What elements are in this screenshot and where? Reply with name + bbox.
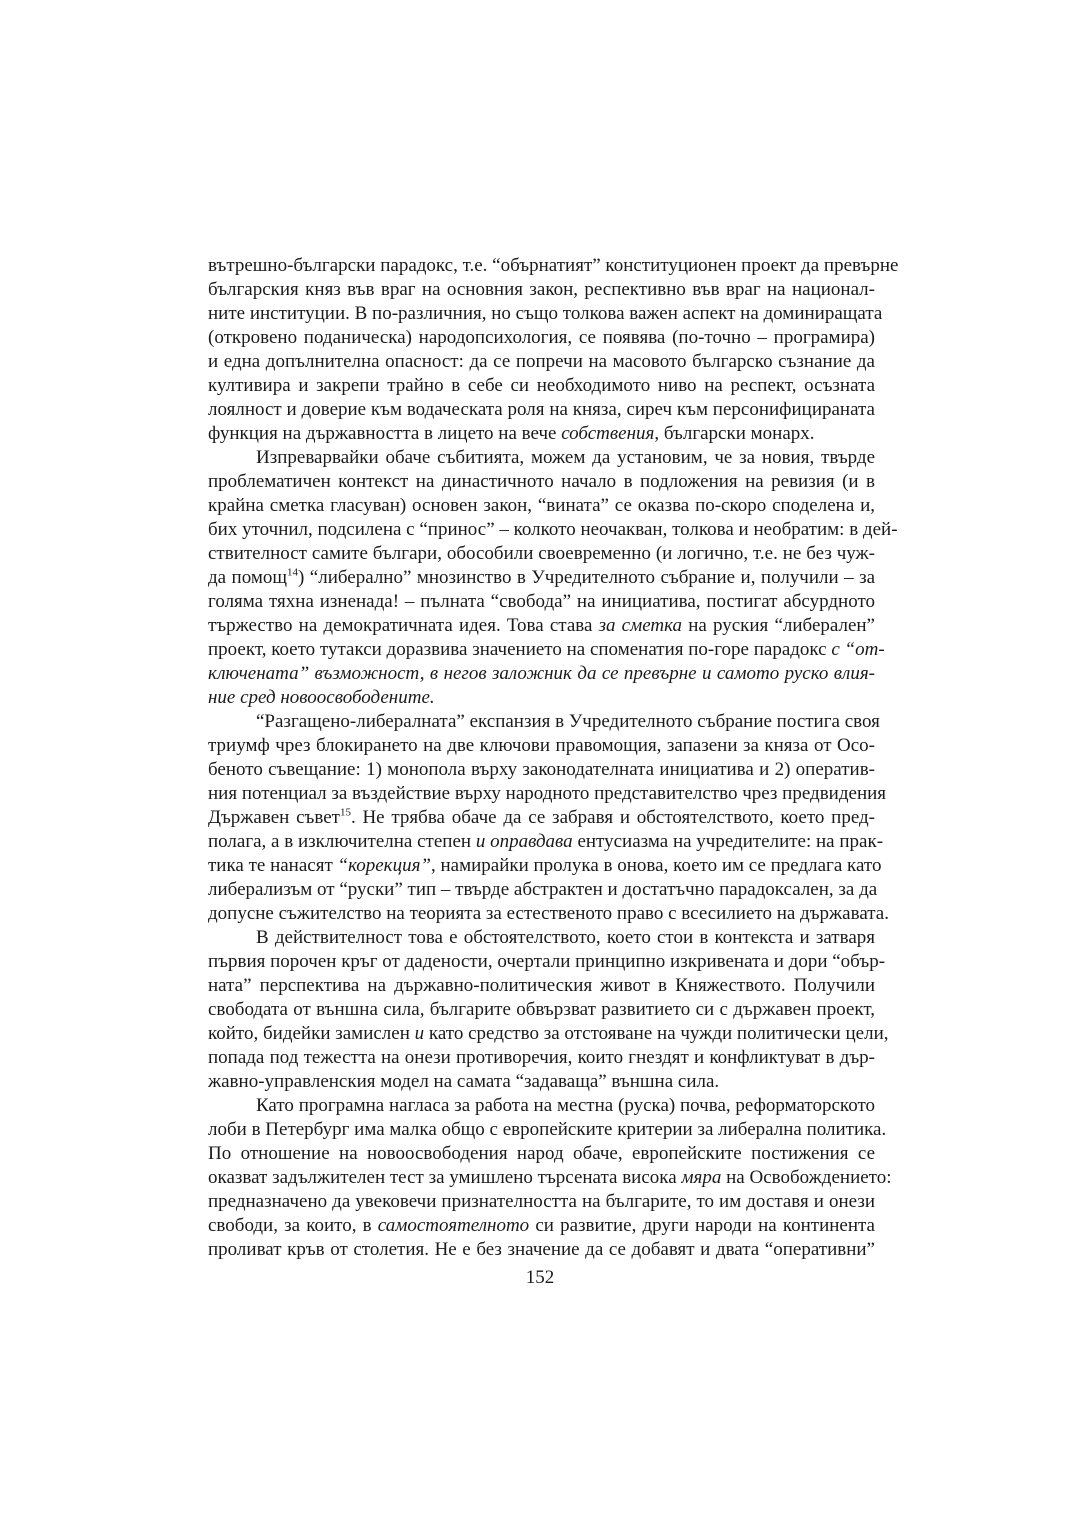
text-segment: предназначено да увековечи признателността на българите, то им доставя и онези xyxy=(208,1191,875,1212)
text-line xyxy=(208,1190,875,1214)
text-segment: ните институции. В по-различния, но също толкова важен аспект на доминиращата xyxy=(208,303,883,324)
text-segment: култивира и закрепи трайно в себе си необходимото ниво на респект, осъзната xyxy=(208,375,875,396)
text-line xyxy=(208,350,875,374)
text-line xyxy=(208,494,875,518)
text-line xyxy=(208,1214,875,1238)
text-segment: като средство за отстояване на чужди политически цели, xyxy=(424,1023,889,1044)
text-segment: , намирайки пролука в онова, което им се предлага като xyxy=(430,855,882,876)
text-line xyxy=(208,638,885,662)
text-segment: . Не трябва обаче да се забравя и обстоятелството, което пред- xyxy=(350,807,875,828)
text-line xyxy=(208,1094,875,1118)
emphasis-text: “корекция” xyxy=(337,855,431,876)
text-segment: Изпреварвайки обаче събитията, можем да установим, че за новия, твърде xyxy=(256,447,875,468)
text-segment: който, бидейки замислен xyxy=(208,1023,415,1044)
text-line xyxy=(208,974,875,998)
text-line xyxy=(208,1166,892,1190)
text-segment: свободата от външна сила, българите обвързват развитието си с държавен проект, xyxy=(208,999,875,1020)
text-segment: лоби в Петербург има малка общо с европейските критерии за либерална политика. xyxy=(208,1119,887,1140)
text-segment: функция на държавността в лицето на вече xyxy=(208,423,562,444)
text-segment: тържество на демократичната идея. Това става xyxy=(208,615,599,636)
text-segment: либерализъм от “руски” тип – твърде абстрактен и достатъчно парадоксален, за да xyxy=(208,879,878,900)
emphasis-text: за сметка xyxy=(598,615,683,636)
text-line xyxy=(208,758,875,782)
text-line xyxy=(208,1142,875,1166)
text-segment: В действителност това е обстоятелството, което стои в контекста и затваря xyxy=(256,927,875,948)
emphasis-text: и оправдава xyxy=(475,831,573,852)
text-segment: проект, което тутакси доразвива значението на споменатия по-горе парадокс xyxy=(208,639,832,660)
text-segment: да помощ xyxy=(208,567,288,588)
text-line xyxy=(208,854,882,878)
text-line xyxy=(208,398,875,422)
text-line xyxy=(208,734,875,758)
text-segment: на Освобождението: xyxy=(721,1167,892,1188)
emphasis-text: мяра xyxy=(681,1167,722,1188)
text-segment: на руския “либерален” xyxy=(682,615,875,636)
text-line xyxy=(208,614,875,638)
text-segment: оказват задължителен тест за умишлено търсената висока xyxy=(208,1167,682,1188)
text-line xyxy=(208,518,898,542)
text-line xyxy=(208,566,875,590)
text-segment: , български монарх. xyxy=(654,423,815,444)
text-line xyxy=(208,926,875,950)
text-segment: “Разгащено-либералната” експанзия в Учредителното събрание постига своя xyxy=(256,711,880,732)
text-segment: По отношение на новоосвободения народ обаче, европейските постижения се xyxy=(208,1143,875,1164)
text-segment: ната” перспектива на държавно-политическия живот в Княжеството. Получили xyxy=(208,975,875,996)
body-text xyxy=(208,254,899,1262)
text-line xyxy=(208,710,880,734)
emphasis-text: собствения xyxy=(561,423,655,444)
text-line xyxy=(208,326,875,350)
text-segment: Държавен съвет xyxy=(208,807,340,828)
text-line xyxy=(208,1238,875,1262)
text-segment: първия порочен кръг от дадености, очертали принципно изкривената и дори “обър- xyxy=(208,951,886,972)
text-line xyxy=(208,950,886,974)
text-segment: проблематичен контекст на династичното начало в подложения на ревизия (и в xyxy=(208,471,875,492)
footnote-ref: 15 xyxy=(339,806,351,819)
text-segment: ствителност самите българи, обособили своевременно (и логично, т.е. не без чуж- xyxy=(208,543,875,564)
text-segment: Като програмна нагласа за работа на местна (руска) почва, реформаторското xyxy=(256,1095,875,1116)
text-segment: полага, а в изключителна степен xyxy=(208,831,476,852)
text-segment: лоялност и доверие към водаческата роля на княза, сиреч към персонифицираната xyxy=(208,399,875,420)
text-line xyxy=(208,254,899,278)
text-segment: жавно-управленския модел на самата “задаваща” външна сила. xyxy=(208,1071,720,1092)
emphasis-text: с “от- xyxy=(831,639,885,660)
text-line xyxy=(208,1046,875,1070)
text-segment: ) “либерално” мнозинство в Учредителното събрание и, получили – за xyxy=(298,567,876,588)
text-segment: ентусиазма на учредителите: на прак- xyxy=(572,831,884,852)
text-line xyxy=(208,902,889,926)
text-line xyxy=(208,1118,887,1142)
page-number: 152 xyxy=(525,1267,555,1288)
text-line xyxy=(208,422,875,446)
text-segment: българския княз във враг на основния закон, респективно във враг на национал- xyxy=(208,279,875,300)
text-line xyxy=(208,1070,875,1094)
text-segment: проливат кръв от столетия. Не е без значение да се добавят и двата “оперативни” xyxy=(208,1239,875,1260)
text-segment: (откровено поданическа) народопсихология, се появява (по-точно – програмира) xyxy=(208,327,875,348)
text-segment: беното съвещание: 1) монопола върху законодателната инициатива и 2) оператив- xyxy=(208,759,875,780)
text-segment: вътрешно-български парадокс, т.е. “обърнатият” конституционен проект да превърне xyxy=(208,255,899,276)
text-segment: си развитие, други народи на континента xyxy=(529,1215,875,1236)
text-segment: крайна сметка гласуван) основен закон, “вината” се оказва по-скоро споделена и, xyxy=(208,495,875,516)
text-line xyxy=(208,806,875,830)
emphasis-text: самостоятелното xyxy=(377,1215,530,1236)
emphasis-text: ключената” възможност, в негов заложник да се превърне и самото руско влия- xyxy=(208,663,875,684)
text-line xyxy=(208,278,875,302)
text-line xyxy=(208,878,878,902)
text-segment: бих уточнил, подсилена с “принос” – колкото неочакван, толкова и необратим: в дей- xyxy=(208,519,898,540)
text-segment: голяма тяхна изненада! – пълната “свобода” на инициатива, постигат абсурдното xyxy=(208,591,875,612)
text-segment: допусне съжителство на теорията за естественото право с всесилието на държавата. xyxy=(208,903,889,924)
text-line xyxy=(208,1022,889,1046)
text-line xyxy=(208,662,875,686)
emphasis-text: и xyxy=(414,1023,425,1044)
text-line xyxy=(208,446,875,470)
text-segment: попада под тежестта на онези противоречия, които гнездят и конфликтуват в дър- xyxy=(208,1047,875,1068)
footnote-ref: 14 xyxy=(287,566,299,579)
text-line xyxy=(208,590,875,614)
text-line xyxy=(208,302,883,326)
emphasis-text: ние сред новоосвободените. xyxy=(208,687,435,708)
text-segment: ния потенциал за въздействие върху народното представителство чрез предвидения xyxy=(208,783,887,804)
text-line xyxy=(208,470,875,494)
text-line xyxy=(208,782,887,806)
text-line xyxy=(208,542,875,566)
text-segment: триумф чрез блокирането на две ключови правомощия, запазени за княза от Осо- xyxy=(208,735,875,756)
text-segment: и една допълнителна опасност: да се попречи на масовото българско съзнание да xyxy=(208,351,875,372)
text-line xyxy=(208,998,875,1022)
text-line xyxy=(208,830,884,854)
text-line xyxy=(208,686,875,710)
text-line xyxy=(208,374,875,398)
text-segment: тика те нанасят xyxy=(208,855,338,876)
text-segment: свободи, за които, в xyxy=(208,1215,378,1236)
